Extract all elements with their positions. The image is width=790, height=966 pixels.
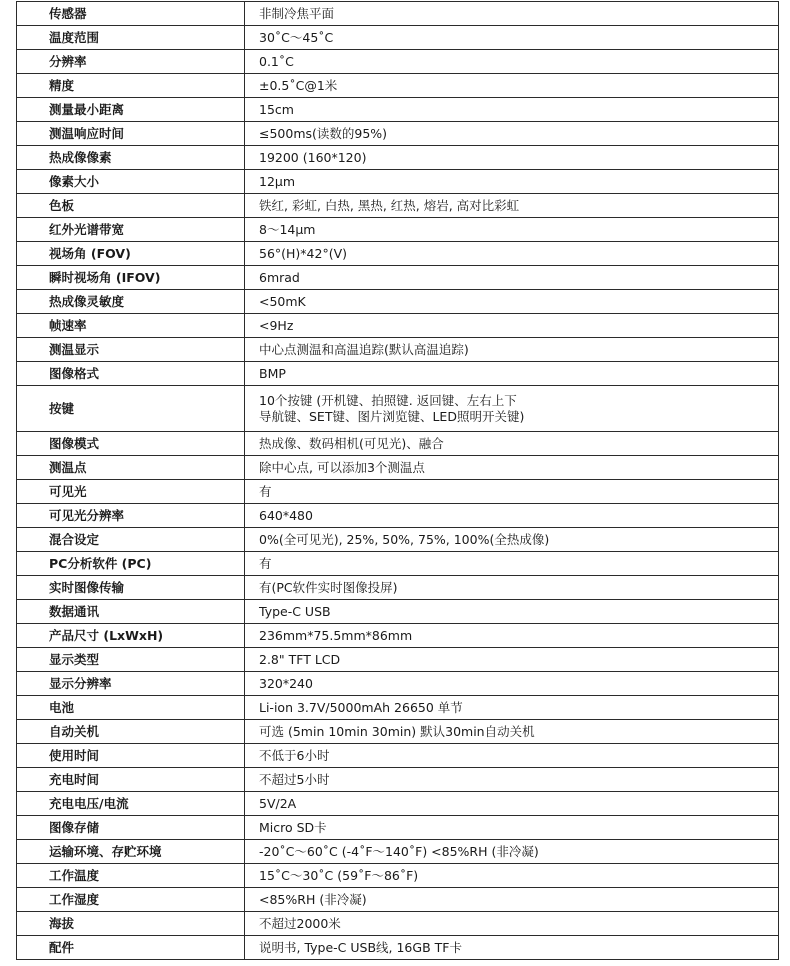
spec-sheet	[16, 1, 778, 960]
spec-value: <85%RH (非冷凝)	[245, 888, 779, 912]
spec-label: 测温点	[17, 456, 245, 480]
spec-label: 配件	[17, 936, 245, 960]
table-row	[17, 146, 779, 170]
spec-value: <9Hz	[245, 314, 779, 338]
spec-label: 充电时间	[17, 768, 245, 792]
spec-label: 测温显示	[17, 338, 245, 362]
spec-label: 实时图像传输	[17, 576, 245, 600]
spec-label: 工作温度	[17, 864, 245, 888]
spec-label: 视场角 (FOV)	[17, 242, 245, 266]
spec-label: 测温响应时间	[17, 122, 245, 146]
spec-label: 产品尺寸 (LxWxH)	[17, 624, 245, 648]
spec-label: 海拔	[17, 912, 245, 936]
spec-label: 工作湿度	[17, 888, 245, 912]
table-row	[17, 840, 779, 864]
spec-value: 19200 (160*120)	[245, 146, 779, 170]
spec-value: ≤500ms(读数的95%)	[245, 122, 779, 146]
table-row	[17, 386, 779, 432]
table-row	[17, 888, 779, 912]
spec-value: 12μm	[245, 170, 779, 194]
spec-label: 红外光谱带宽	[17, 218, 245, 242]
table-row	[17, 74, 779, 98]
spec-label: 显示类型	[17, 648, 245, 672]
spec-value: 除中心点, 可以添加3个测温点	[245, 456, 779, 480]
spec-value: 说明书, Type-C USB线, 16GB TF卡	[245, 936, 779, 960]
table-row	[17, 194, 779, 218]
table-row	[17, 600, 779, 624]
table-row	[17, 696, 779, 720]
spec-label: 测量最小距离	[17, 98, 245, 122]
spec-value: 8～14μm	[245, 218, 779, 242]
spec-label: 运输环境、存贮环境	[17, 840, 245, 864]
spec-value: 640*480	[245, 504, 779, 528]
spec-table-body	[17, 2, 779, 960]
spec-value: 可选 (5min 10min 30min) 默认30min自动关机	[245, 720, 779, 744]
spec-value: 0.1˚C	[245, 50, 779, 74]
spec-label: 精度	[17, 74, 245, 98]
spec-value: Micro SD卡	[245, 816, 779, 840]
table-row	[17, 218, 779, 242]
spec-label: PC分析软件 (PC)	[17, 552, 245, 576]
spec-value: 有	[245, 480, 779, 504]
spec-value	[245, 386, 779, 432]
spec-value: ±0.5˚C@1米	[245, 74, 779, 98]
spec-label: 显示分辨率	[17, 672, 245, 696]
spec-label: 传感器	[17, 2, 245, 26]
table-row	[17, 170, 779, 194]
spec-value: 30˚C～45˚C	[245, 26, 779, 50]
table-row	[17, 122, 779, 146]
spec-value: 2.8" TFT LCD	[245, 648, 779, 672]
table-row	[17, 456, 779, 480]
spec-value: BMP	[245, 362, 779, 386]
spec-label: 混合设定	[17, 528, 245, 552]
spec-value: 6mrad	[245, 266, 779, 290]
spec-label: 热成像像素	[17, 146, 245, 170]
spec-value: 不低于6小时	[245, 744, 779, 768]
table-row	[17, 864, 779, 888]
table-row	[17, 2, 779, 26]
table-row	[17, 816, 779, 840]
table-row	[17, 338, 779, 362]
table-row	[17, 432, 779, 456]
table-row	[17, 290, 779, 314]
spec-value: 不超过5小时	[245, 768, 779, 792]
table-row	[17, 624, 779, 648]
spec-value: Type-C USB	[245, 600, 779, 624]
spec-label: 使用时间	[17, 744, 245, 768]
spec-value: <50mK	[245, 290, 779, 314]
spec-label: 充电电压/电流	[17, 792, 245, 816]
spec-label: 数据通讯	[17, 600, 245, 624]
table-row	[17, 912, 779, 936]
table-row	[17, 744, 779, 768]
spec-value: 15˚C～30˚C (59˚F～86˚F)	[245, 864, 779, 888]
table-row	[17, 504, 779, 528]
table-row	[17, 552, 779, 576]
spec-value: 热成像、数码相机(可见光)、融合	[245, 432, 779, 456]
spec-label: 自动关机	[17, 720, 245, 744]
table-row	[17, 98, 779, 122]
table-row	[17, 720, 779, 744]
spec-value: 56°(H)*42°(V)	[245, 242, 779, 266]
spec-value: 有	[245, 552, 779, 576]
table-row	[17, 242, 779, 266]
spec-value: 5V/2A	[245, 792, 779, 816]
spec-label: 电池	[17, 696, 245, 720]
table-row	[17, 576, 779, 600]
spec-label: 瞬时视场角 (IFOV)	[17, 266, 245, 290]
spec-value-line-1: 10个按键 (开机键、拍照键. 返回键、左右上下	[259, 392, 517, 408]
table-row	[17, 362, 779, 386]
spec-value: 铁红, 彩虹, 白热, 黑热, 红热, 熔岩, 高对比彩虹	[245, 194, 779, 218]
table-row	[17, 936, 779, 960]
spec-label: 像素大小	[17, 170, 245, 194]
spec-value: 中心点测温和高温追踪(默认高温追踪)	[245, 338, 779, 362]
table-row	[17, 792, 779, 816]
spec-value: 236mm*75.5mm*86mm	[245, 624, 779, 648]
spec-value: 有(PC软件实时图像投屏)	[245, 576, 779, 600]
spec-label: 图像模式	[17, 432, 245, 456]
table-row	[17, 26, 779, 50]
table-row	[17, 480, 779, 504]
spec-label: 图像格式	[17, 362, 245, 386]
table-row	[17, 50, 779, 74]
spec-table	[16, 1, 779, 960]
spec-label: 图像存储	[17, 816, 245, 840]
spec-label: 按键	[17, 386, 245, 432]
spec-label: 帧速率	[17, 314, 245, 338]
spec-label: 分辨率	[17, 50, 245, 74]
spec-label: 可见光	[17, 480, 245, 504]
spec-value: 不超过2000米	[245, 912, 779, 936]
spec-value: -20˚C～60˚C (-4˚F～140˚F) <85%RH (非冷凝)	[245, 840, 779, 864]
spec-value-line-2: 导航键、SET键、图片浏览键、LED照明开关键)	[259, 408, 525, 424]
spec-label: 色板	[17, 194, 245, 218]
spec-value: Li-ion 3.7V/5000mAh 26650 单节	[245, 696, 779, 720]
table-row	[17, 768, 779, 792]
spec-value: 15cm	[245, 98, 779, 122]
table-row	[17, 314, 779, 338]
spec-value: 非制冷焦平面	[245, 2, 779, 26]
table-row	[17, 266, 779, 290]
spec-value: 0%(全可见光), 25%, 50%, 75%, 100%(全热成像)	[245, 528, 779, 552]
table-row	[17, 528, 779, 552]
spec-label: 热成像灵敏度	[17, 290, 245, 314]
spec-label: 温度范围	[17, 26, 245, 50]
spec-value: 320*240	[245, 672, 779, 696]
table-row	[17, 648, 779, 672]
spec-label: 可见光分辨率	[17, 504, 245, 528]
table-row	[17, 672, 779, 696]
